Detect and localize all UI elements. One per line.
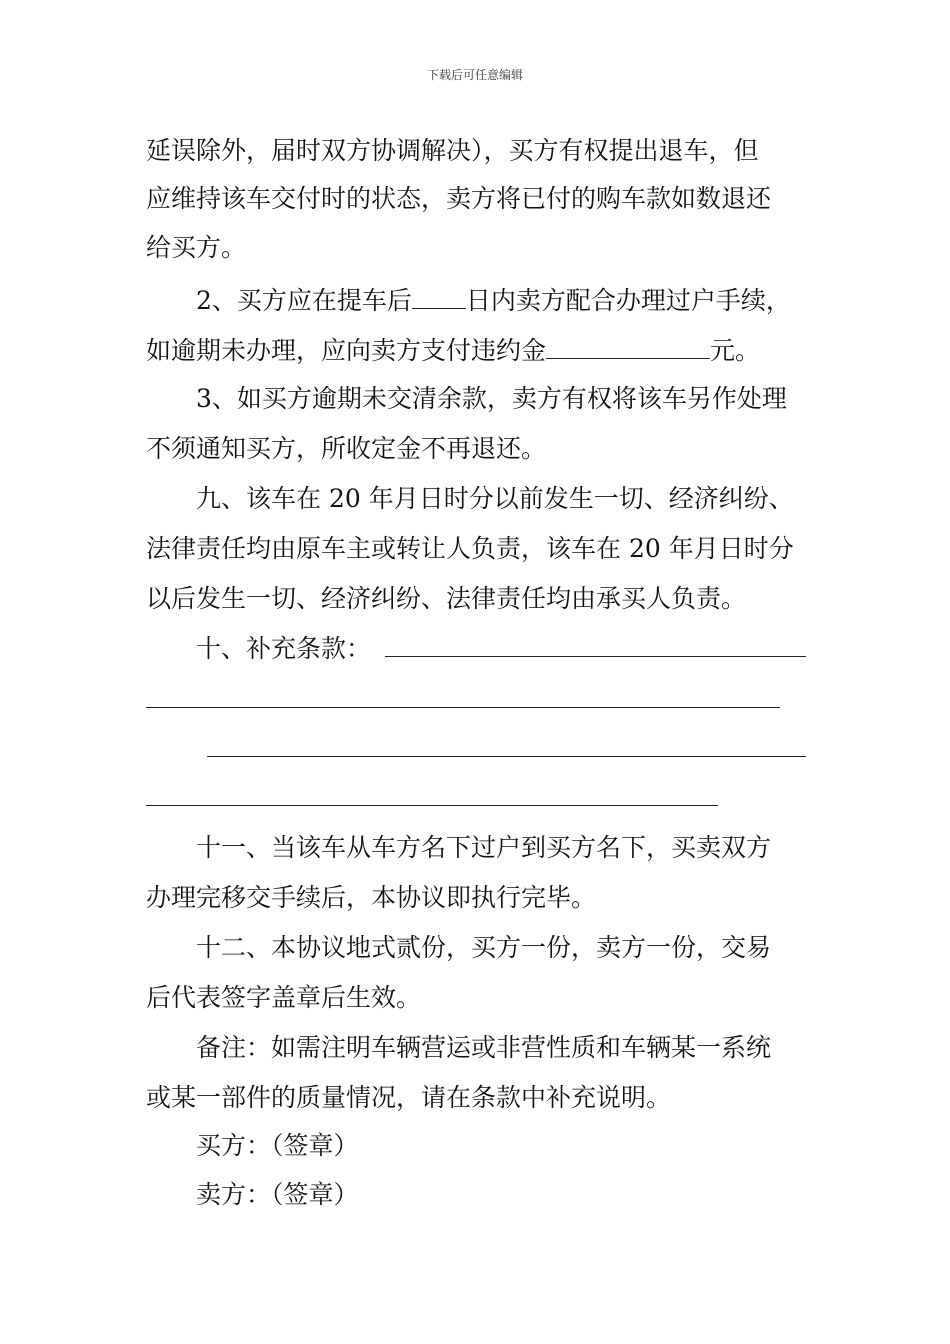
clause-10-line: 十、补充条款： xyxy=(196,634,372,663)
days-blank xyxy=(412,284,466,309)
clause-text-line: 给买方。 xyxy=(146,233,247,262)
supplement-blank-line xyxy=(207,756,806,757)
supplement-blank-line xyxy=(146,707,780,708)
clause-11-line: 十一、当该车从车方名下过户到买方名下，买卖双方 xyxy=(196,833,772,862)
penalty-text: 如逾期未办理，应向卖方支付违约金 xyxy=(146,336,547,365)
clause-text-line: 办理完移交手续后，本协议即执行完毕。 xyxy=(146,883,597,912)
clause-2-text-b: 日内卖方配合办理过户手续， xyxy=(465,286,791,315)
clause-text-line: 延误除外，届时双方协调解决），买方有权提出退车，但 xyxy=(146,136,759,165)
remark-line: 或某一部件的质量情况，请在条款中补充说明。 xyxy=(146,1083,672,1112)
supplement-blank-line xyxy=(146,805,718,806)
penalty-unit: 元。 xyxy=(710,336,761,365)
clause-2-text-a: 2、买方应在提车后 xyxy=(196,286,412,315)
penalty-line xyxy=(146,334,760,366)
page-header: 下载后可任意编辑 xyxy=(426,68,523,82)
supplement-blank-line xyxy=(385,656,806,657)
seller-signature-label: 卖方：（签章） xyxy=(196,1180,359,1209)
clause-text-line: 以后发生一切、经济纠纷、法律责任均由承买人负责。 xyxy=(146,584,747,613)
clause-text-line: 应维持该车交付时的状态，卖方将已付的购车款如数退还 xyxy=(146,184,772,213)
remark-line: 备注：如需注明车辆营运或非营性质和车辆某一系统 xyxy=(196,1033,772,1062)
buyer-signature-label: 买方：（签章） xyxy=(196,1131,359,1160)
clause-12-line: 十二、本协议地式贰份，买方一份，卖方一份，交易 xyxy=(196,933,772,962)
clause-2-line xyxy=(196,284,791,316)
clause-text-line: 后代表签字盖章后生效。 xyxy=(146,983,422,1012)
clause-text-line: 不须通知买方，所收定金不再退还。 xyxy=(146,434,547,463)
clause-3-line: 3、如买方逾期未交清余款，卖方有权将该车另作处理 xyxy=(196,384,787,413)
penalty-amount-blank xyxy=(546,334,710,359)
clause-text-line: 法律责任均由原车主或转让人负责，该车在 20 年月日时分 xyxy=(146,534,794,563)
clause-9-line: 九、该车在 20 年月日时分以前发生一切、经济纠纷、 xyxy=(196,484,794,513)
